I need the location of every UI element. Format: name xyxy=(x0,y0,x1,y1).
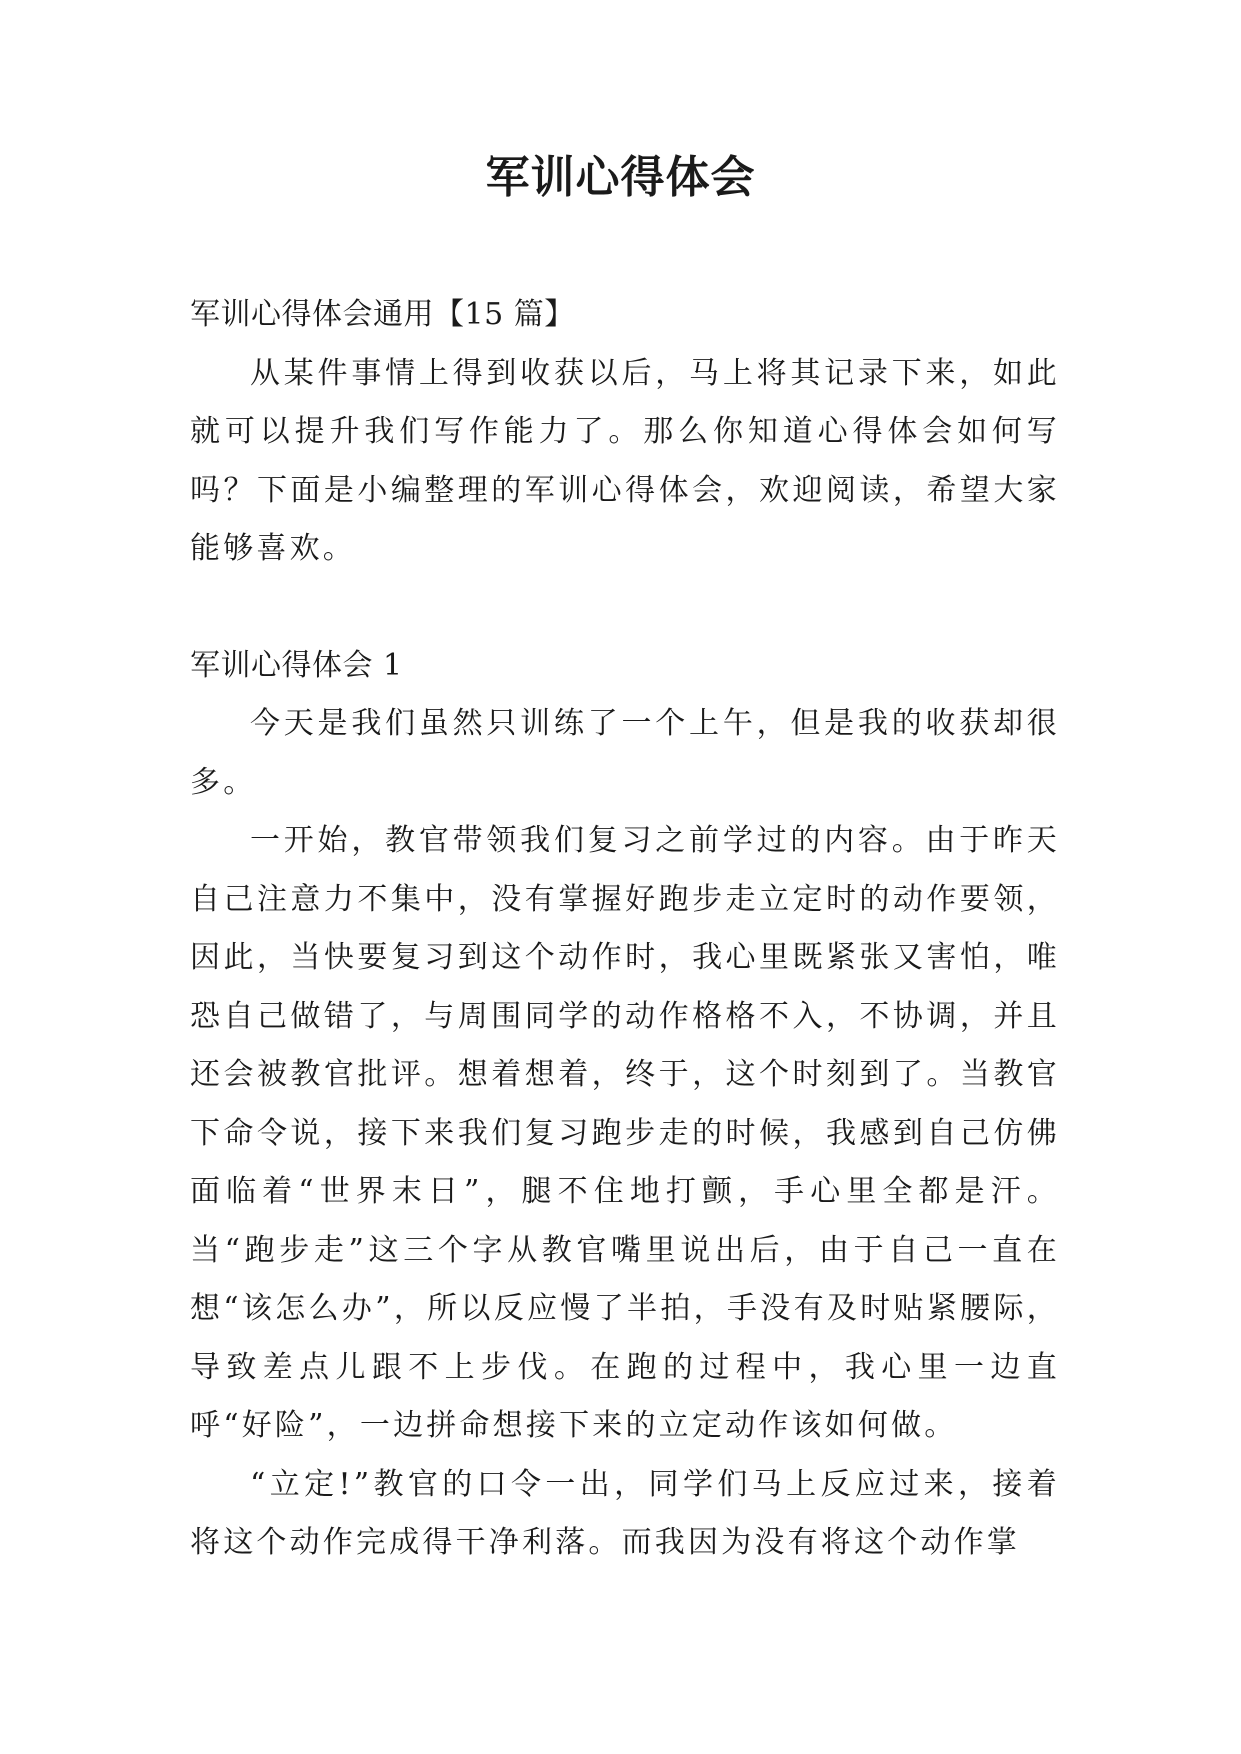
paragraph-spacer xyxy=(190,579,1060,637)
document-subtitle: 军训心得体会通用【15 篇】 xyxy=(190,297,575,332)
document-body xyxy=(190,286,1060,1573)
body-paragraph-3: “立定!”教官的口令一出，同学们马上反应过来，接着将这个动作完成得干净利落。而我因为没有将这个动作掌 xyxy=(190,1466,1060,1560)
body-paragraph-1: 今天是我们虽然只训练了一个上午，但是我的收获却很多。 xyxy=(190,706,1060,800)
section-heading: 军训心得体会 1 xyxy=(190,647,403,683)
body-paragraph-2: 一开始，教官带领我们复习之前学过的内容。由于昨天自己注意力不集中，没有掌握好跑步走立定时的动作要领，因此，当快要复习到这个动作时，我心里既紧张又害怕，唯恐自己做错了，与周围同学的动作格格不入，不协调，并且还会被教官批评。想着想着，终于，这个时刻到了。当教官下命令说，接下来我们复习跑步走的时候，我感到自己仿佛面临着“世界末日”，腿不住地打颤，手心里全都是汗。当“跑步走”这三个字从教官嘴里说出后，由于自己一直在想“该怎么办”，所以反应慢了半拍，手没有及时贴紧腰际，导致差点儿跟不上步伐。在跑的过程中，我心里一边直呼“好险”，一边拼命想接下来的立定动作该如何做。 xyxy=(190,823,1060,1443)
document-title: 军训心得体会 xyxy=(485,152,756,203)
intro-paragraph: 从某件事情上得到收获以后，马上将其记录下来，如此就可以提升我们写作能力了。那么你知道心得体会如何写吗？下面是小编整理的军训心得体会，欢迎阅读，希望大家能够喜欢。 xyxy=(190,355,1060,566)
